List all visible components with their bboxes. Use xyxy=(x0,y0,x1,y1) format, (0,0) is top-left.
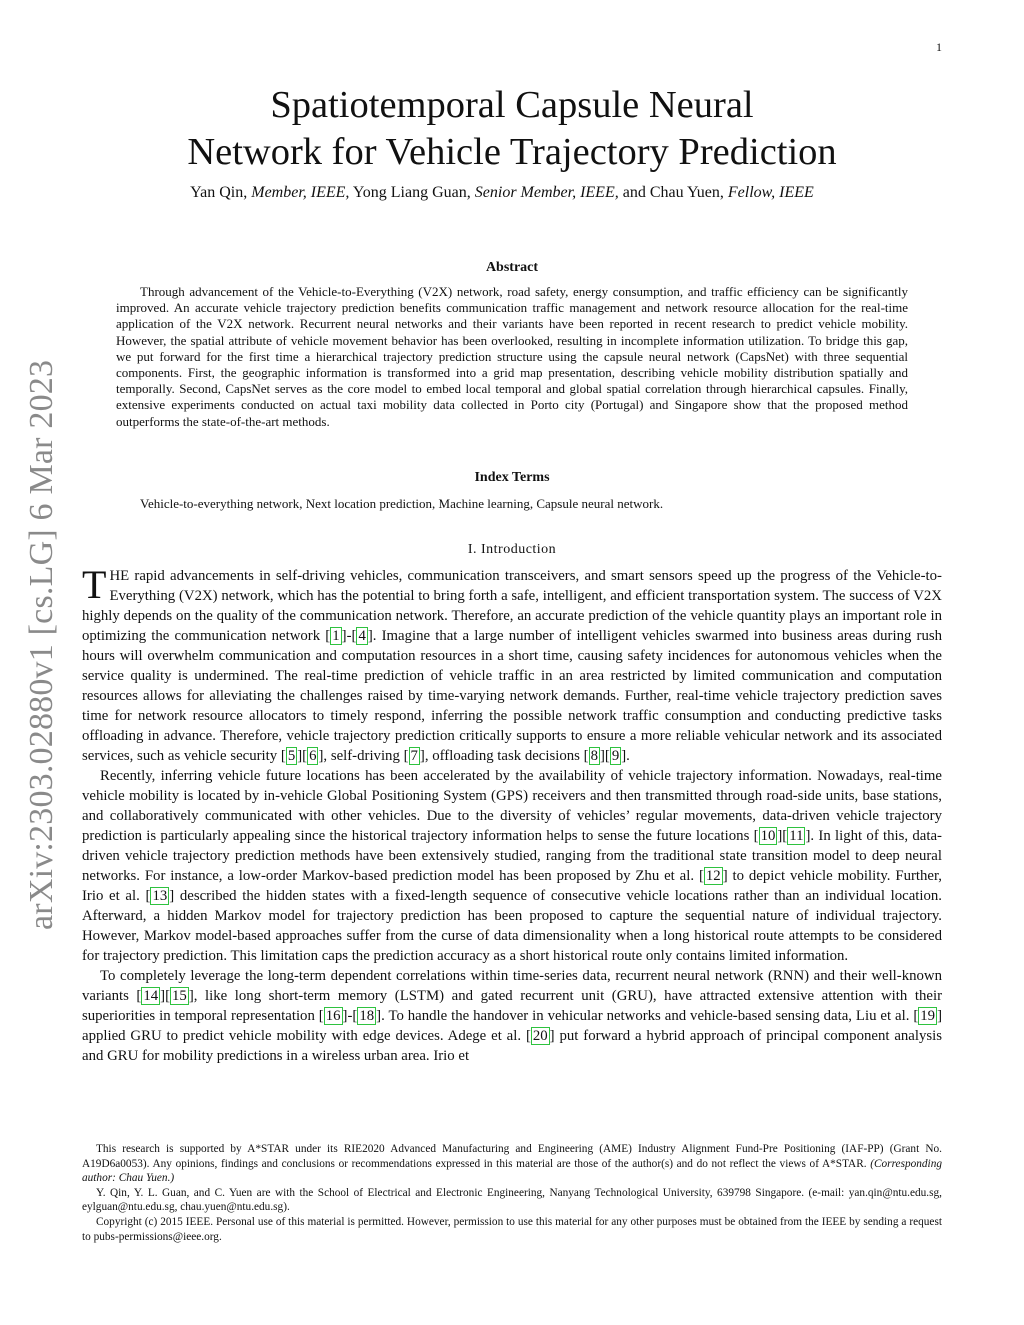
citation-link[interactable]: 14 xyxy=(143,988,159,1004)
footnote-copyright: Copyright (c) 2015 IEEE. Personal use of this material is permitted. However, permission to use this material for any other purposes must be obtained from the IEEE by sending a request to pubs-permissions@ieee.org. xyxy=(82,1215,942,1243)
author-list xyxy=(0,184,1004,202)
author-3-role: Fellow, IEEE xyxy=(727,184,814,201)
author-3: and Chau Yuen, xyxy=(622,184,724,201)
title-line-2: Network for Vehicle Trajectory Prediction xyxy=(187,131,837,173)
citation-link[interactable]: 19 xyxy=(920,1008,936,1024)
paper-title xyxy=(0,82,1024,176)
title-line-1: Spatiotemporal Capsule Neural xyxy=(270,84,754,126)
citation-link[interactable]: 18 xyxy=(359,1008,375,1024)
footnotes xyxy=(82,1142,942,1244)
citation-link[interactable]: 13 xyxy=(152,888,168,904)
citation-link[interactable]: 5 xyxy=(287,748,296,764)
index-terms-heading: Index Terms xyxy=(474,470,550,485)
paragraph-3: To completely leverage the long-term dependent correlations within time-series data, recurrent neural network (RNN) and their well-known variants [ 14 ][ 15 ], like long short-term memory (LSTM) and gated recurrent unit (GRU), have attracted extensive attention with their superiorities in temporal representation [ 16 ]-[ 18 ]. To handle the handover in vehicular networks and vehicle-based sensing data, Liu et al. [ 19 ] applied GRU to predict vehicle mobility with edge devices. Adege et al. [ 20 ] put forward a hybrid approach of principal component analysis and GRU for mobility predictions in a wireless urban area. Irio et xyxy=(82,968,942,1064)
drop-cap: T xyxy=(82,562,107,607)
footnote-funding: This research is supported by A*STAR under its RIE2020 Advanced Manufacturing and Engineering (AME) Industry Alignment Fund-Pre Positioning (IAF-PP) (Grant No. A19D6a0053). Any opinions, findings and conclusions or recommendations expressed in this material are those of the author(s) and do not reflect the views of A*STAR. (Corresponding author: Chau Yuen.) xyxy=(82,1143,942,1185)
author-2: Yong Liang Guan, xyxy=(352,184,471,201)
footnote-affiliation: Y. Qin, Y. L. Guan, and C. Yuen are with the School of Electrical and Electronic Engineering, Nanyang Technological University, 639798 Singapore. (e-mail: yan.qin@ntu.edu.sg, eylguan@ntu.edu.sg, chau.yuen@ntu.edu.sg). xyxy=(82,1186,942,1214)
page-number: 1 xyxy=(936,40,942,54)
introduction-body xyxy=(82,562,943,1066)
citation-link[interactable]: 11 xyxy=(789,828,804,844)
citation-link[interactable]: 10 xyxy=(760,828,776,844)
paragraph-2: Recently, inferring vehicle future locations has been accelerated by the availability of vehicle trajectory information. Nowadays, real-time vehicle mobility is located by in-vehicle Global Positioning System (GPS) receivers and then transmitted through road-side units, base stations, and collaboratively communicated with other vehicles. Due to the diversity of vehicles’ regular movements, data-driven vehicle trajectory prediction is particularly appealing since the historical trajectory information helps to sense the future locations [ 10 ][ 11 ]. In light of this, data-driven vehicle trajectory prediction methods have been extensively studied, ranging from the traditional state transition model to deep neural networks. For instance, a low-order Markov-based prediction model has been proposed by Zhu et al. [ 12 ] to depict vehicle mobility. Further, Irio et al. [ 13 ] described the hidden states with a fixed-length sequence of consecutive vehicle locations rather than an individual location. Afterward, a hidden Markov model for trajectory prediction has been proposed to capture the sequential nature of individual trajectory. However, Markov model-based approaches suffer from the curse of data dimensionality when a long historical route attempts to be considered for trajectory prediction. This limitation caps the prediction accuracy as a short historical route only contains limited information. xyxy=(82,768,943,964)
author-1: Yan Qin, xyxy=(190,184,248,201)
citation-link[interactable]: 16 xyxy=(325,1008,341,1024)
citation-link[interactable]: 15 xyxy=(172,988,187,1004)
citation-link[interactable]: 12 xyxy=(705,868,721,884)
citation-link[interactable]: 8 xyxy=(590,748,598,764)
citation-link[interactable]: 9 xyxy=(611,748,620,764)
author-1-role: Member, IEEE, xyxy=(251,184,350,201)
abstract-text: Through advancement of the Vehicle-to-Everything (V2X) network, road safety, energy consumption, and traffic efficiency can be significantly improved. An accurate vehicle trajectory prediction benefits communication traffic management and network resource allocation for the real-time application of the V2X network. Recurrent neural networks and their variants have been reported in recent research to predict vehicle mobility. However, the spatial attribute of vehicle movement behavior has been overlooked, resulting in incomplete information utilization. To bridge this gap, we put forward for the first time a hierarchical trajectory prediction structure using the capsule neural network (CapsNet) with three sequential components. First, the geographic information is transformed into a grid map presentation, describing vehicle mobility distribution spatially and temporally. Second, CapsNet serves as the core model to embed local temporal and global spatial correlation through hierarchical capsules. Finally, extensive experiments conducted on actual taxi mobility data collected in Porto city (Portugal) and Singapore show that the proposed method outperforms the state-of-the-art methods. xyxy=(116,284,908,429)
section-heading: I. Introduction xyxy=(467,542,557,557)
abstract-heading: Abstract xyxy=(485,260,539,275)
citation-link[interactable]: 6 xyxy=(309,748,317,764)
paragraph-1: THE rapid advancements in self-driving vehicles, communication transceivers, and smart sensors speed up the progress of the Vehicle-to-Everything (V2X) network, which has the potential to bring forth a safe, intelligent, and efficient transportation system. The success of V2X highly depends on the quality of the communication network. Therefore, an accurate prediction of the vehicle quantity plays an important role in optimizing the communication network [ 1 ]-[ 4 ]. Imagine that a large number of intelligent vehicles swarmed into business areas during rush hours will overwhelm communication and computation resources in a short time, causing safety incidences for autonomous vehicles when the service quality is undermined. The real-time prediction of vehicle traffic in an area restricted by limited communication and computation resources allows for alleviating the challenges raised by time-varying network demands. Further, real-time vehicle trajectory prediction saves time for network resource allocators to timely respond, inferring the possible network traffic consumption and conducting predictive tasks offloading in advance. Therefore, vehicle trajectory prediction critically supports to ensure a more reliable vehicular network and its associated services, such as vehicle security [ 5 ][ 6 ], self-driving [ 7 ], offloading task decisions [ 8 ][ 9 ]. xyxy=(82,562,942,764)
index-terms-text: Vehicle-to-everything network, Next location prediction, Machine learning, Capsule neural network. xyxy=(140,496,664,511)
author-2-role: Senior Member, IEEE, xyxy=(474,184,619,201)
citation-link[interactable]: 1 xyxy=(332,628,340,644)
arxiv-identifier: arXiv:2303.02880v1 [cs.LG] 6 Mar 2023 xyxy=(23,359,60,930)
citation-link[interactable]: 7 xyxy=(410,748,418,764)
citation-link[interactable]: 4 xyxy=(358,628,366,644)
citation-link[interactable]: 20 xyxy=(532,1028,548,1044)
